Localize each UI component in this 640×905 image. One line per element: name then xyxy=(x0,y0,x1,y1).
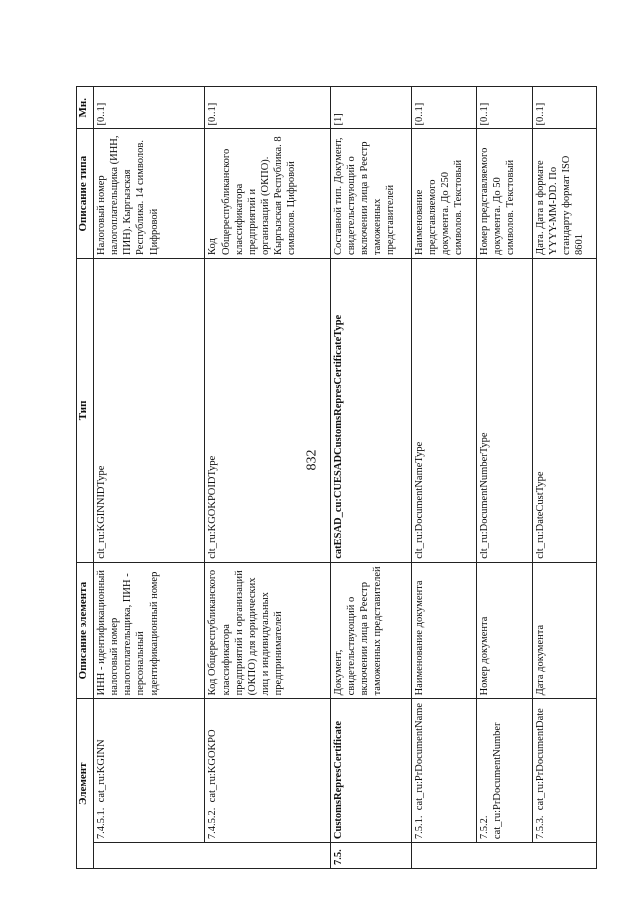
empty-cell xyxy=(94,843,331,869)
type-name: clt_ru:DocumentNameType xyxy=(411,258,476,562)
row-number: 7.4.5.2. xyxy=(207,807,219,840)
element-desc: Код Общереспубликанского классификатора предприятий и организаций (ОКПО) для юридических лиц и индивидуальных предпринимателей xyxy=(205,562,330,699)
multiplicity: [1] xyxy=(330,87,411,129)
table-row xyxy=(330,87,411,869)
type-desc: Налоговый номер налогоплательщика (ИНН, ПИН). Кыргызская Республика. 14 символов. Цифровой xyxy=(94,129,205,259)
type-name: catESAD_cu:CUESADCustomsRepresCertificateType xyxy=(330,258,411,562)
type-name: clt_ru:KGINNIDType xyxy=(94,258,205,562)
header-row xyxy=(77,87,94,869)
rotated-table-frame xyxy=(76,86,597,869)
element-name: cat_ru:KGOKPO xyxy=(207,729,219,803)
multiplicity: [0..1] xyxy=(476,87,532,129)
element-desc: ИНН - идентификационный налоговый номер налогоплательщика, ПИН - персональный идентификационный номер xyxy=(94,562,205,699)
row-number: 7.5.1. xyxy=(413,815,425,840)
table-row xyxy=(205,87,330,869)
element-cell xyxy=(532,699,596,843)
header-element: Элемент xyxy=(77,699,94,869)
type-desc: Номер представляемого документа. До 50 символов. Текстовый xyxy=(476,129,532,259)
row-number: 7.5. xyxy=(330,843,411,869)
multiplicity: [0..1] xyxy=(411,87,476,129)
element-cell xyxy=(476,699,532,843)
type-desc: Наименование представляемого документа. До 250 символов. Текстовый xyxy=(411,129,476,259)
type-desc: Составной тип. Документ, свидетельствующий о включении лица в Реестр таможенных представителей xyxy=(330,129,411,259)
table-row xyxy=(411,87,476,869)
row-number: 7.5.2. xyxy=(478,815,490,840)
element-cell xyxy=(411,699,476,843)
schema-table xyxy=(76,86,597,869)
element-name: cat_ru:PrDocumentName xyxy=(413,702,425,811)
page-number-text: 832 xyxy=(304,449,319,471)
empty-cell xyxy=(411,843,596,869)
element-name: cat_ru:PrDocumentDate xyxy=(534,708,546,811)
type-name: clt_ru:DocumentNumberType xyxy=(476,258,532,562)
element-cell xyxy=(94,699,205,843)
element-name: cat_ru:KGINN xyxy=(96,739,108,803)
element-desc: Номер документа xyxy=(476,562,532,699)
type-name: clt_ru:KGOKPOIDType xyxy=(205,258,330,562)
table-row xyxy=(94,87,205,869)
type-desc: Код Общереспубликанского классификатора предприятий и организаций (ОКПО). Кыргызская Республика. 8 символов. Цифровой xyxy=(205,129,330,259)
multiplicity: [0..1] xyxy=(94,87,205,129)
table-row xyxy=(532,87,596,869)
type-name: clt_ru:DateCustType xyxy=(532,258,596,562)
element-cell xyxy=(205,699,330,843)
row-number: 7.4.5.1. xyxy=(96,807,108,840)
element-name: CustomsRepresCertificate xyxy=(330,699,411,843)
header-type: Тип xyxy=(77,258,94,562)
element-name: cat_ru:PrDocumentNumber xyxy=(492,722,504,840)
type-desc: Дата. Дата в формате YYYY-MM-DD. По стандарту формат ISO 8601 xyxy=(532,129,596,259)
header-element-desc: Описание элемента xyxy=(77,562,94,699)
row-number: 7.5.3. xyxy=(534,815,546,840)
element-desc: Наименование документа xyxy=(411,562,476,699)
multiplicity: [0..1] xyxy=(532,87,596,129)
element-desc: Документ, свидетельствующий о включении лица в Реестр таможенных представителей xyxy=(330,562,411,699)
element-desc: Дата документа xyxy=(532,562,596,699)
table-container xyxy=(76,86,597,869)
multiplicity: [0..1] xyxy=(205,87,330,129)
header-type-desc: Описание типа xyxy=(77,129,94,259)
table-row xyxy=(476,87,532,869)
header-mn: Мн. xyxy=(77,87,94,129)
